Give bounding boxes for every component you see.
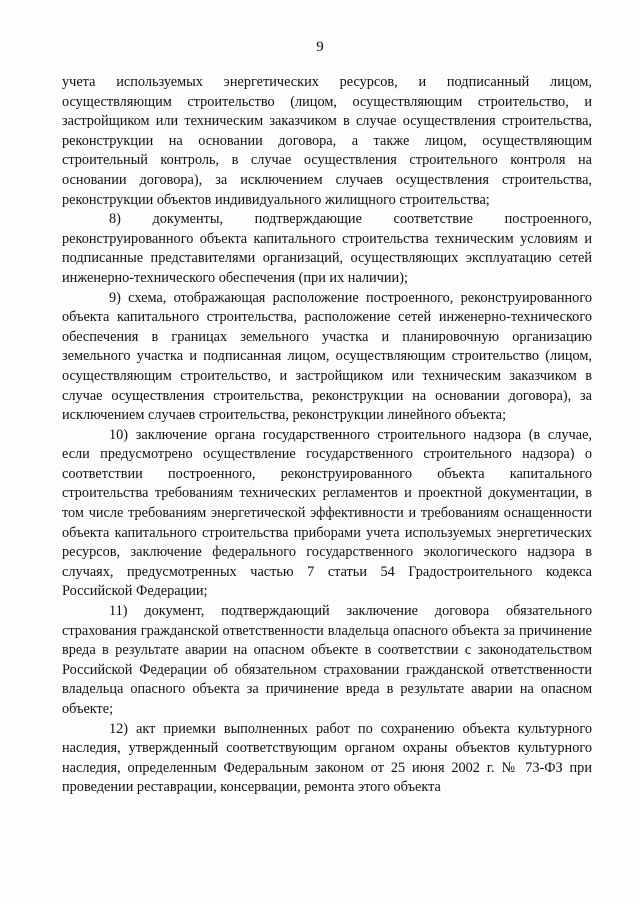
- document-body: [62, 73, 592, 798]
- paragraph-item-11: 11) документ, подтверждающий заключение договора обязательного страхования гражданской ответственности владельца опасного объекта за причинение вреда в результате аварии на опасном объекте в соответствии с законодательством Российской Федерации об обязательном страховании гражданской ответственности владельца опасного объекта за причинение вреда в результате аварии на опасном объекте;: [62, 603, 592, 717]
- paragraph-item-10: 10) заключение органа государственного строительного надзора (в случае, если предусмотрено осуществление государственного строительного надзора) о соответствии построенного, реконструированного объекта капитального строительства требованиям технических регламентов и проектной документации, в том числе требованиям энергетической эффективности и требованиям оснащенности объекта капитального строительства приборами учета используемых энергетических ресурсов, заключение федерального государственного экологического надзора в случаях, предусмотренных частью 7 статьи 54 Градостроительного кодекса Российской Федерации;: [62, 426, 592, 600]
- paragraph-item-12: 12) акт приемки выполненных работ по сохранению объекта культурного наследия, утвержденный соответствующим органом охраны объектов культурного наследия, определенным Федеральным законом от 25 июня 2002 г. № 73-ФЗ при проведении реставрации, консервации, ремонта этого объекта: [62, 720, 592, 796]
- page-number: 9: [316, 39, 324, 55]
- paragraph-continuation: учета используемых энергетических ресурсов, и подписанный лицом, осуществляющим строительство (лицом, осуществляющим строительство, и застройщиком или техническим заказчиком в случае осуществления строительства, реконструкции на основании договора, а также лицом, осуществляющим строительный контроль, в случае осуществления строительного контроля на основании договора), за исключением случаев осуществления строительства, реконструкции объектов индивидуального жилищного строительства;: [62, 74, 592, 208]
- paragraph-item-9: 9) схема, отображающая расположение построенного, реконструированного объекта капитального строительства, расположение сетей инженерно-технического обеспечения в границах земельного участка и планировочную организацию земельного участка и подписанная лицом, осуществляющим строительство (лицом, осуществляющим строительство, и застройщиком или техническим заказчиком в случае осуществления строительства, реконструкции на основании договора), за исключением случаев строительства, реконструкции линейного объекта;: [62, 289, 592, 424]
- paragraph-item-8: 8) документы, подтверждающие соответствие построенного, реконструированного объекта капитального строительства техническим условиям и подписанные представителями организаций, осуществляющих эксплуатацию сетей инженерно-технического обеспечения (при их наличии);: [62, 211, 592, 286]
